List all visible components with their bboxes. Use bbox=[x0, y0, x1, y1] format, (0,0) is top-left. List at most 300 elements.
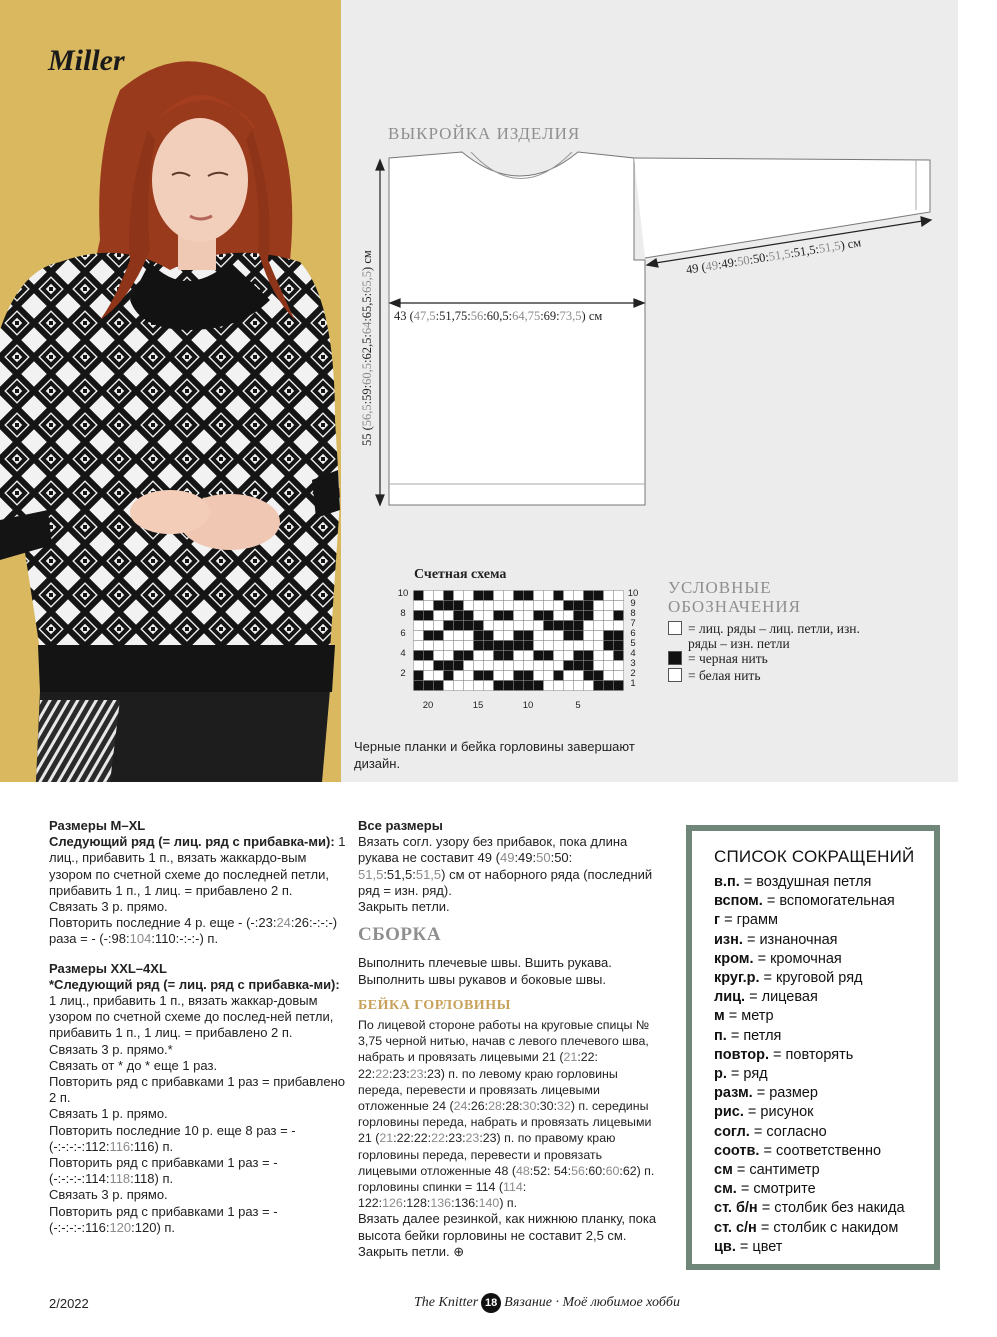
chart-cell-white bbox=[504, 671, 514, 681]
knitting-chart-grid bbox=[413, 590, 624, 691]
chart-cell-white bbox=[524, 661, 534, 671]
chart-cell-black bbox=[564, 631, 574, 641]
chart-cell-white bbox=[494, 671, 504, 681]
abbreviation-item bbox=[714, 931, 934, 950]
chart-cell-white bbox=[564, 641, 574, 651]
schema-title: ВЫКРОЙКА ИЗДЕЛИЯ bbox=[388, 124, 581, 143]
chart-cell-white bbox=[554, 651, 564, 661]
chart-cell-white bbox=[444, 631, 454, 641]
chart-cell-white bbox=[474, 651, 484, 661]
chart-row-label: 4 bbox=[400, 648, 406, 659]
chart-cell-black bbox=[514, 591, 524, 601]
chart-cell-black bbox=[484, 671, 494, 681]
chart-cell-black bbox=[524, 631, 534, 641]
instructions-column-1: Размеры M–XL Следующий ряд (= лиц. ряд с прибавка-ми): 1 лиц., прибавить 1 п., вязать жаккардо-вым узором по счетной схеме до последней петли, прибавить 1 п., 1 лиц. = прибавлено 2 п. Связать 3 р. прямо. Повторить последние 4 р. еще - (-:23:24:26:-:-:-) раза = - (-:98:104:110:-:-:-) п. Размеры XXL–4XL *Следующий ряд (= лиц. ряд с прибавка-ми): 1 лиц., прибавить 1 п., вязать жаккар-довым узором по счетной схеме до послед-ней петли, прибавить 1 п., 1 лиц. = прибавлено 2 п. Связать 3 р. прямо.* Связать от * до * еще 1 раз. Повторить ряд с прибавками 1 раз = прибавлено 2 п. Связать 1 р. прямо. Повторить последние 10 р. еще 8 раз = - (-:-:-:-:112:116:116) п. Повторить ряд с прибавками 1 раз = - (-:-:-:-:114:118:118) п. Связать 3 р. прямо. Повторить ряд с прибавками 1 раз = - (-:-:-:-:116:120:120) п. bbox=[49, 818, 346, 1235]
chart-cell-black bbox=[464, 621, 474, 631]
chart-cell-black bbox=[494, 681, 504, 691]
height-dimension: 55 (56,5:59:60,5:62,5:64:65,5:65,5) см bbox=[360, 250, 374, 446]
chart-cell-white bbox=[464, 671, 474, 681]
chart-cell-white bbox=[434, 651, 444, 661]
chart-column-label: 10 bbox=[522, 700, 534, 711]
chart-cell-black bbox=[494, 611, 504, 621]
abbreviation-item bbox=[714, 892, 934, 911]
chart-cell-black bbox=[594, 681, 604, 691]
chart-cell-white bbox=[424, 641, 434, 651]
abbreviation-meaning: = рисунок bbox=[743, 1104, 814, 1121]
abbreviation-meaning: = сантиметр bbox=[732, 1162, 820, 1179]
abbreviation-meaning: = петля bbox=[726, 1027, 782, 1044]
chart-cell-white bbox=[544, 601, 554, 611]
chart-cell-white bbox=[514, 651, 524, 661]
chart-cell-white bbox=[604, 621, 614, 631]
legend-item-black: = черная нить bbox=[668, 651, 768, 666]
chart-cell-white bbox=[494, 621, 504, 631]
chart-cell-white bbox=[554, 601, 564, 611]
chart-cell-white bbox=[434, 641, 444, 651]
chart-cell-white bbox=[584, 631, 594, 641]
chart-cell-black bbox=[564, 661, 574, 671]
chart-cell-white bbox=[414, 641, 424, 651]
chart-cell-black bbox=[554, 671, 564, 681]
chart-cell-black bbox=[444, 601, 454, 611]
chart-cell-white bbox=[424, 621, 434, 631]
abbreviation-item bbox=[714, 969, 934, 988]
abbreviation-item bbox=[714, 988, 934, 1007]
chart-cell-white bbox=[414, 661, 424, 671]
abbreviation-key: р. bbox=[714, 1066, 727, 1083]
chart-cell-white bbox=[474, 601, 484, 611]
chart-cell-white bbox=[494, 661, 504, 671]
chart-cell-white bbox=[464, 641, 474, 651]
chart-cell-black bbox=[614, 641, 624, 651]
abbreviation-key: согл. bbox=[714, 1123, 750, 1140]
chart-cell-black bbox=[484, 591, 494, 601]
assembly-heading: СБОРКА bbox=[358, 924, 442, 946]
abbreviation-key: цв. bbox=[714, 1238, 736, 1255]
chart-cell-black bbox=[614, 611, 624, 621]
chart-cell-white bbox=[544, 631, 554, 641]
chart-cell-white bbox=[484, 651, 494, 661]
chart-row-label: 6 bbox=[400, 628, 406, 639]
chart-cell-black bbox=[474, 631, 484, 641]
chart-cell-white bbox=[514, 601, 524, 611]
chart-cell-white bbox=[604, 651, 614, 661]
chart-cell-black bbox=[424, 611, 434, 621]
abbreviation-meaning: = столбик без накида bbox=[757, 1200, 905, 1217]
chart-cell-white bbox=[574, 591, 584, 601]
sleeve-dimension: 49 (49:49:50:50:51,5:51,5:51,5) см bbox=[685, 235, 863, 277]
chart-cell-black bbox=[534, 611, 544, 621]
chart-cell-white bbox=[454, 591, 464, 601]
chart-cell-black bbox=[504, 651, 514, 661]
chart-cell-black bbox=[534, 651, 544, 661]
chart-cell-white bbox=[484, 601, 494, 611]
chart-cell-white bbox=[494, 591, 504, 601]
abbreviation-item bbox=[714, 1027, 934, 1046]
chart-cell-black bbox=[534, 681, 544, 691]
chart-cell-white bbox=[594, 661, 604, 671]
chart-cell-white bbox=[574, 671, 584, 681]
chart-cell-black bbox=[594, 671, 604, 681]
chart-cell-black bbox=[514, 641, 524, 651]
chart-cell-white bbox=[584, 681, 594, 691]
chart-cell-white bbox=[514, 611, 524, 621]
abbreviation-item bbox=[714, 911, 934, 930]
chart-cell-black bbox=[454, 661, 464, 671]
abbreviation-key: в.п. bbox=[714, 874, 740, 890]
chart-cell-white bbox=[534, 661, 544, 671]
abbreviation-item bbox=[714, 1084, 934, 1103]
chart-cell-white bbox=[524, 601, 534, 611]
instructions-column-2: Все размеры Вязать согл. узору без прибавок, пока длина рукава не составит 49 (49:49:50:50: 51,5:51,5:51,5) см от наборного ряда (последний ряд = изн. ряд). Закрыть петли. СБОРКА Выполнить плечевые швы. Вшить рукава. Выполнить швы рукавов и боковые швы. БЕЙКА ГОРЛОВИНЫ По лицевой стороне работы на круговые спицы № 3,75 черной нитью, начав с левого плечевого шва, набрать и провязать лицевыми 21 (21:22: 22:22:23:23:23) п. по левому краю горловины переда, перевести и провязать лицевыми отложенные 24 (24:26:28:28:30:30:32) п. середины горловины переда, набрать и провязать лицевыми 21 (21:22:22:22:23:23:23) п. по правому краю горловины переда, перевести и провязать лицевыми отложенные 48 (48:52: 54:56:60:60:62) п. горловины спинки = 114 (114: 122:126:128:136:136:140) п. Вязать далее резинкой, как нижнюю планку, пока высота бейки горловины не составит 2,5 см. Закрыть петли. ⊕ bbox=[358, 818, 657, 1259]
abbreviations-title: СПИСОК СОКРАЩЕНИЙ bbox=[714, 847, 915, 866]
chart-row-label: 9 bbox=[630, 598, 636, 609]
chart-cell-black bbox=[444, 591, 454, 601]
abbreviation-meaning: = круговой ряд bbox=[759, 970, 863, 987]
chart-cell-black bbox=[604, 681, 614, 691]
chart-cell-white bbox=[594, 631, 604, 641]
chart-cell-black bbox=[434, 631, 444, 641]
chart-cell-white bbox=[474, 611, 484, 621]
chart-cell-white bbox=[444, 681, 454, 691]
chart-cell-white bbox=[484, 611, 494, 621]
end-mark-icon: ⊕ bbox=[453, 1243, 465, 1259]
chart-cell-black bbox=[494, 641, 504, 651]
chart-cell-black bbox=[474, 621, 484, 631]
abbreviation-meaning: = цвет bbox=[735, 1238, 783, 1255]
chart-cell-white bbox=[544, 671, 554, 681]
chart-cell-black bbox=[444, 661, 454, 671]
chart-cell-white bbox=[434, 591, 444, 601]
abbreviation-key: г bbox=[714, 912, 721, 929]
abbreviation-key: кром. bbox=[714, 950, 754, 967]
chart-cell-white bbox=[464, 631, 474, 641]
chart-cell-white bbox=[534, 621, 544, 631]
chart-cell-white bbox=[464, 601, 474, 611]
chart-cell-white bbox=[534, 641, 544, 651]
chart-cell-black bbox=[424, 651, 434, 661]
legend-title-line2: ОБОЗНАЧЕНИЯ bbox=[668, 597, 802, 616]
chart-cell-white bbox=[594, 641, 604, 651]
chart-row-label: 2 bbox=[400, 668, 406, 679]
abbreviations-list bbox=[714, 873, 934, 1257]
chart-cell-white bbox=[604, 661, 614, 671]
chart-cell-black bbox=[474, 591, 484, 601]
chart-cell-black bbox=[524, 681, 534, 691]
abbreviation-key: м bbox=[714, 1008, 725, 1025]
chart-cell-white bbox=[444, 611, 454, 621]
chart-cell-white bbox=[614, 671, 624, 681]
abbreviation-meaning: = воздушная петля bbox=[739, 874, 872, 890]
chart-cell-black bbox=[564, 621, 574, 631]
chart-cell-black bbox=[574, 631, 584, 641]
abbreviation-item bbox=[714, 950, 934, 969]
chart-cell-black bbox=[454, 601, 464, 611]
chart-cell-white bbox=[454, 631, 464, 641]
abbreviation-item bbox=[714, 1142, 934, 1161]
chart-cell-white bbox=[564, 591, 574, 601]
chart-cell-white bbox=[544, 661, 554, 671]
chart-cell-black bbox=[454, 611, 464, 621]
abbreviation-meaning: = согласно bbox=[749, 1123, 827, 1140]
abbreviation-meaning: = соответственно bbox=[759, 1142, 882, 1159]
all-sizes-heading: Все размеры bbox=[358, 818, 443, 833]
chart-cell-white bbox=[504, 661, 514, 671]
chart-cell-black bbox=[514, 631, 524, 641]
abbreviation-meaning: = изнаночная bbox=[742, 931, 838, 948]
chart-cell-white bbox=[474, 661, 484, 671]
chart-cell-white bbox=[594, 611, 604, 621]
abbreviation-item bbox=[714, 1238, 934, 1257]
chart-cell-white bbox=[444, 651, 454, 661]
chart-cell-black bbox=[554, 621, 564, 631]
chart-cell-white bbox=[464, 661, 474, 671]
chart-cell-white bbox=[504, 601, 514, 611]
chart-cell-white bbox=[504, 621, 514, 631]
issue-date: 2/2022 bbox=[49, 1296, 89, 1311]
chart-cell-white bbox=[544, 681, 554, 691]
chart-cell-black bbox=[514, 681, 524, 691]
abbreviation-key: круг.р. bbox=[714, 970, 760, 987]
chart-cell-white bbox=[434, 671, 444, 681]
chart-cell-black bbox=[434, 661, 444, 671]
chart-cell-white bbox=[594, 651, 604, 661]
abbreviation-key: п. bbox=[714, 1027, 727, 1044]
abbreviation-key: ст. б/н bbox=[714, 1200, 758, 1217]
magazine-tagline: Вязание · Моё любимое хобби bbox=[504, 1295, 680, 1310]
chart-cell-black bbox=[584, 671, 594, 681]
chart-cell-white bbox=[494, 601, 504, 611]
chart-cell-black bbox=[614, 631, 624, 641]
chart-cell-black bbox=[574, 601, 584, 611]
abbreviation-meaning: = грамм bbox=[720, 912, 778, 929]
chart-cell-white bbox=[554, 681, 564, 691]
abbreviation-item bbox=[714, 1065, 934, 1084]
chart-cell-black bbox=[444, 671, 454, 681]
chart-cell-white bbox=[424, 661, 434, 671]
abbreviation-item bbox=[714, 873, 934, 892]
chart-cell-white bbox=[414, 601, 424, 611]
abbreviation-item bbox=[714, 1180, 934, 1199]
chart-title: Счетная схема bbox=[414, 567, 507, 582]
chart-row-label: 10 bbox=[627, 588, 639, 599]
chart-cell-black bbox=[524, 671, 534, 681]
chart-cell-white bbox=[554, 631, 564, 641]
chart-cell-white bbox=[524, 651, 534, 661]
legend-title bbox=[668, 578, 801, 616]
chart-cell-white bbox=[554, 661, 564, 671]
chart-cell-black bbox=[414, 611, 424, 621]
chart-cell-white bbox=[604, 591, 614, 601]
chart-cell-white bbox=[534, 671, 544, 681]
abbreviation-item bbox=[714, 1123, 934, 1142]
chart-cell-white bbox=[604, 671, 614, 681]
chart-row-label: 8 bbox=[400, 608, 406, 619]
chart-cell-white bbox=[474, 681, 484, 691]
chart-cell-black bbox=[494, 651, 504, 661]
size-heading-m-xl: Размеры M–XL bbox=[49, 818, 146, 833]
chart-cell-white bbox=[594, 601, 604, 611]
abbreviation-item bbox=[714, 1046, 934, 1065]
abbreviation-meaning: = метр bbox=[724, 1008, 774, 1025]
model-title: Miller bbox=[48, 44, 125, 77]
chart-cell-white bbox=[574, 641, 584, 651]
chart-cell-black bbox=[424, 631, 434, 641]
chart-row-label: 1 bbox=[630, 678, 636, 689]
chart-cell-black bbox=[474, 671, 484, 681]
chart-cell-black bbox=[414, 681, 424, 691]
chart-row-label: 7 bbox=[630, 618, 636, 629]
chart-cell-white bbox=[544, 641, 554, 651]
chart-cell-black bbox=[524, 641, 534, 651]
black-square-icon bbox=[668, 651, 682, 665]
neckband-heading: БЕЙКА ГОРЛОВИНЫ bbox=[358, 997, 511, 1013]
abbreviation-key: рис. bbox=[714, 1104, 744, 1121]
chart-cell-white bbox=[414, 621, 424, 631]
chart-cell-white bbox=[464, 681, 474, 691]
magazine-footer bbox=[414, 1293, 680, 1313]
chart-cell-white bbox=[544, 591, 554, 601]
chart-row-label: 6 bbox=[630, 628, 636, 639]
chart-cell-white bbox=[534, 591, 544, 601]
abbreviation-key: разм. bbox=[714, 1085, 753, 1102]
page-number: 18 bbox=[481, 1293, 501, 1313]
chart-cell-white bbox=[484, 661, 494, 671]
chart-cell-white bbox=[594, 621, 604, 631]
chart-cell-white bbox=[504, 631, 514, 641]
chart-cell-black bbox=[614, 681, 624, 691]
chart-cell-black bbox=[454, 621, 464, 631]
chart-column-label: 15 bbox=[472, 700, 484, 711]
chart-cell-white bbox=[484, 681, 494, 691]
chart-cell-black bbox=[504, 681, 514, 691]
abbreviation-key: лиц. bbox=[714, 989, 746, 1006]
chart-cell-black bbox=[564, 601, 574, 611]
chart-cell-black bbox=[544, 611, 554, 621]
chart-cell-black bbox=[434, 601, 444, 611]
chart-cell-white bbox=[514, 661, 524, 671]
abbreviation-item bbox=[714, 1007, 934, 1026]
abbreviations-box bbox=[686, 825, 940, 1270]
chart-cell-white bbox=[604, 611, 614, 621]
size-heading-xxl-4xl: Размеры XXL–4XL bbox=[49, 960, 167, 976]
abbreviation-item bbox=[714, 1199, 934, 1218]
chart-cell-white bbox=[454, 641, 464, 651]
chart-cell-black bbox=[484, 631, 494, 641]
abbreviation-key: соотв. bbox=[714, 1142, 760, 1159]
chart-cell-white bbox=[534, 631, 544, 641]
chart-cell-white bbox=[604, 601, 614, 611]
chart-cell-white bbox=[534, 601, 544, 611]
chart-cell-white bbox=[554, 641, 564, 651]
abbreviation-key: ст. с/н bbox=[714, 1219, 757, 1236]
chart-cell-white bbox=[424, 671, 434, 681]
width-dimension: 43 (47,5:51,75:56:60,5:64,75:69:73,5) см bbox=[394, 309, 603, 323]
abbreviation-meaning: = лицевая bbox=[745, 989, 818, 1006]
legend-item-knit: = лиц. ряды – лиц. петли, изн. ряды – изн. петли bbox=[668, 621, 860, 651]
abbreviation-meaning: = вспомогательная bbox=[762, 893, 895, 910]
abbreviation-key: вспом. bbox=[714, 893, 763, 910]
chart-cell-white bbox=[524, 611, 534, 621]
chart-row-label: 10 bbox=[397, 588, 409, 599]
chart-cell-white bbox=[564, 671, 574, 681]
chart-cell-white bbox=[454, 671, 464, 681]
chart-cell-white bbox=[424, 591, 434, 601]
chart-cell-white bbox=[424, 601, 434, 611]
chart-cell-black bbox=[604, 631, 614, 641]
chart-cell-black bbox=[504, 611, 514, 621]
white-square-icon bbox=[668, 668, 682, 682]
chart-cell-black bbox=[464, 611, 474, 621]
chart-cell-black bbox=[414, 671, 424, 681]
chart-cell-white bbox=[514, 621, 524, 631]
chart-cell-black bbox=[504, 641, 514, 651]
chart-cell-white bbox=[464, 591, 474, 601]
chart-cell-black bbox=[584, 611, 594, 621]
chart-cell-black bbox=[464, 651, 474, 661]
chart-cell-black bbox=[574, 651, 584, 661]
chart-cell-white bbox=[444, 641, 454, 651]
chart-cell-black bbox=[474, 641, 484, 651]
legend-title-line1: УСЛОВНЫЕ bbox=[668, 578, 772, 597]
chart-row-label: 4 bbox=[630, 648, 636, 659]
chart-cell-white bbox=[564, 681, 574, 691]
chart-cell-white bbox=[494, 631, 504, 641]
empty-square-icon bbox=[668, 621, 682, 635]
legend-item-white: = белая нить bbox=[668, 668, 761, 683]
chart-cell-black bbox=[584, 661, 594, 671]
abbreviation-meaning: = столбик с накидом bbox=[756, 1219, 899, 1236]
chart-column-label: 20 bbox=[422, 700, 434, 711]
chart-cell-black bbox=[584, 591, 594, 601]
abbreviation-meaning: = размер bbox=[752, 1085, 818, 1102]
chart-cell-white bbox=[614, 621, 624, 631]
chart-cell-white bbox=[414, 631, 424, 641]
abbreviation-item bbox=[714, 1219, 934, 1238]
chart-cell-white bbox=[584, 641, 594, 651]
chart-cell-white bbox=[574, 681, 584, 691]
chart-cell-black bbox=[434, 681, 444, 691]
chart-cell-black bbox=[614, 651, 624, 661]
chart-cell-black bbox=[574, 621, 584, 631]
abbreviation-key: см bbox=[714, 1162, 733, 1179]
chart-cell-white bbox=[614, 591, 624, 601]
chart-cell-white bbox=[434, 621, 444, 631]
abbreviation-key: см. bbox=[714, 1181, 737, 1198]
chart-cell-white bbox=[504, 591, 514, 601]
chart-cell-black bbox=[444, 621, 454, 631]
chart-cell-white bbox=[434, 611, 444, 621]
chart-cell-black bbox=[554, 591, 564, 601]
chart-cell-white bbox=[564, 611, 574, 621]
chart-row-label: 2 bbox=[630, 668, 636, 679]
abbreviation-meaning: = кромочная bbox=[753, 950, 842, 967]
chart-row-label: 8 bbox=[630, 608, 636, 619]
chart-cell-white bbox=[564, 651, 574, 661]
chart-row-label: 3 bbox=[630, 658, 636, 669]
abbreviation-key: повтор. bbox=[714, 1046, 769, 1063]
chart-cell-white bbox=[554, 611, 564, 621]
chart-cell-black bbox=[454, 651, 464, 661]
abbreviation-meaning: = повторять bbox=[769, 1046, 854, 1063]
chart-row-label: 5 bbox=[630, 638, 636, 649]
chart-cell-black bbox=[484, 641, 494, 651]
chart-cell-white bbox=[524, 621, 534, 631]
chart-cell-white bbox=[454, 681, 464, 691]
chart-cell-black bbox=[414, 591, 424, 601]
chart-cell-black bbox=[594, 591, 604, 601]
chart-cell-black bbox=[414, 651, 424, 661]
